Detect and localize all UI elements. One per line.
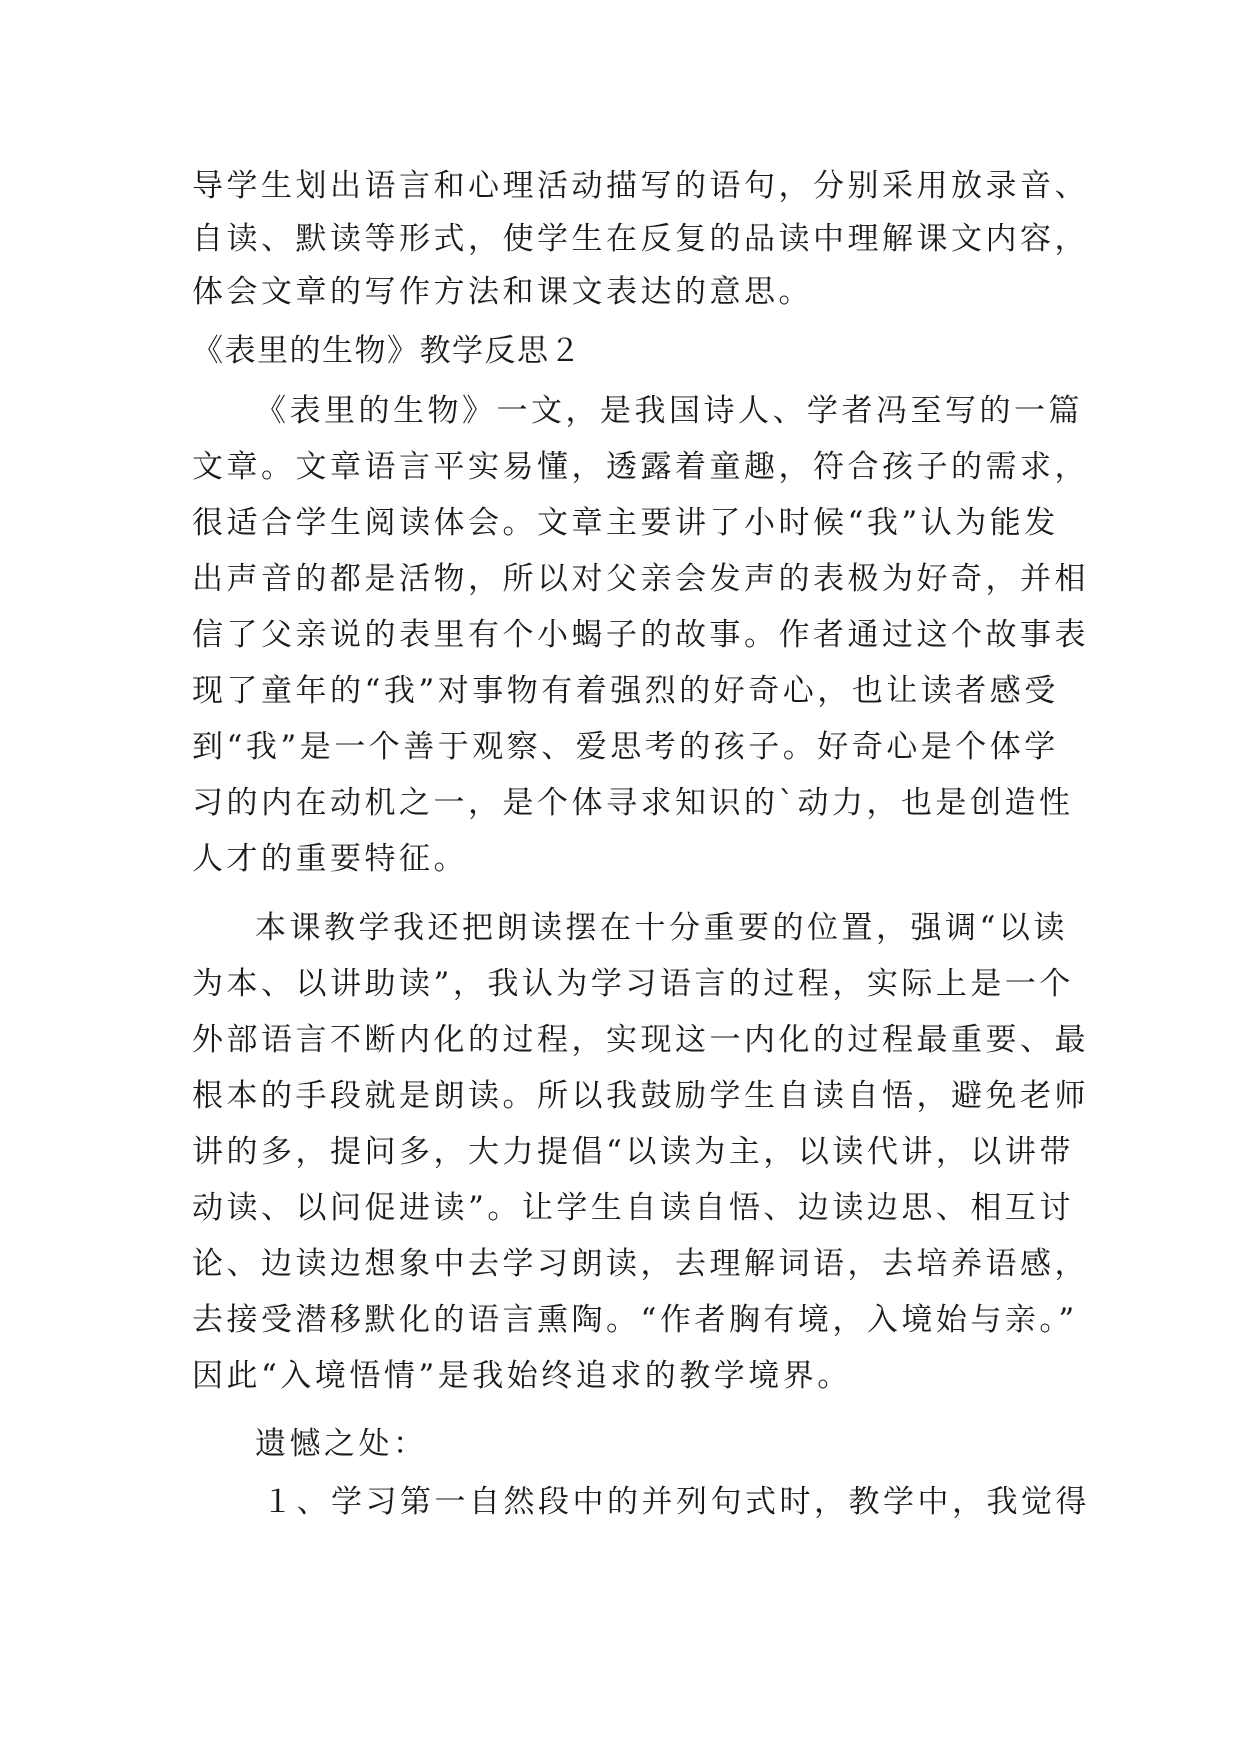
paragraph-line: 为本、以讲助读”，我认为学习语言的过程，实际上是一个 bbox=[192, 966, 1074, 1002]
paragraph-line: 《表里的生物》一文，是我国诗人、学者冯至写的一篇 bbox=[255, 393, 1083, 429]
paragraph-line: 人才的重要特征。 bbox=[192, 841, 468, 877]
paragraph-line: 根本的手段就是朗读。所以我鼓励学生自读自悟，避免老师 bbox=[192, 1078, 1089, 1114]
paragraph-line: 出声音的都是活物，所以对父亲会发声的表极为好奇，并相 bbox=[192, 561, 1089, 597]
paragraph-line: 外部语言不断内化的过程，实现这一内化的过程最重要、最 bbox=[192, 1022, 1089, 1058]
paragraph-line: 现了童年的“我”对事物有着强烈的好奇心，也让读者感受 bbox=[192, 673, 1059, 709]
paragraph-line: 讲的多，提问多，大力提倡“以读为主，以读代讲，以讲带 bbox=[192, 1134, 1074, 1170]
section-heading: 《表里的生物》教学反思２ bbox=[192, 333, 582, 369]
paragraph-line: 习的内在动机之一，是个体寻求知识的`动力，也是创造性 bbox=[192, 785, 1074, 821]
list-item: １、学习第一自然段中的并列句式时，教学中，我觉得 bbox=[262, 1484, 1090, 1520]
paragraph-line: 体会文章的写作方法和课文表达的意思。 bbox=[192, 274, 813, 310]
paragraph-line: 去接受潜移默化的语言熏陶。“作者胸有境，入境始与亲。” bbox=[192, 1302, 1078, 1338]
paragraph-line: 很适合学生阅读体会。文章主要讲了小时候“我”认为能发 bbox=[192, 505, 1059, 541]
paragraph-line: 动读、以问促进读”。让学生自读自悟、边读边思、相互讨 bbox=[192, 1190, 1074, 1226]
paragraph-line: 文章。文章语言平实易懂，透露着童趣，符合孩子的需求， bbox=[192, 449, 1089, 485]
paragraph-line: 遗憾之处： bbox=[255, 1426, 428, 1462]
paragraph-line: 因此“入境悟情”是我始终追求的教学境界。 bbox=[192, 1358, 852, 1394]
paragraph-line: 信了父亲说的表里有个小蝎子的故事。作者通过这个故事表 bbox=[192, 617, 1089, 653]
paragraph-line: 自读、默读等形式，使学生在反复的品读中理解课文内容， bbox=[192, 221, 1089, 257]
paragraph-line: 论、边读边想象中去学习朗读，去理解词语，去培养语感， bbox=[192, 1246, 1089, 1282]
paragraph-line: 本课教学我还把朗读摆在十分重要的位置，强调“以读 bbox=[255, 910, 1068, 946]
paragraph-line: 导学生划出语言和心理活动描写的语句，分别采用放录音、 bbox=[192, 168, 1089, 204]
paragraph-line: 到“我”是一个善于观察、爱思考的孩子。好奇心是个体学 bbox=[192, 729, 1059, 765]
